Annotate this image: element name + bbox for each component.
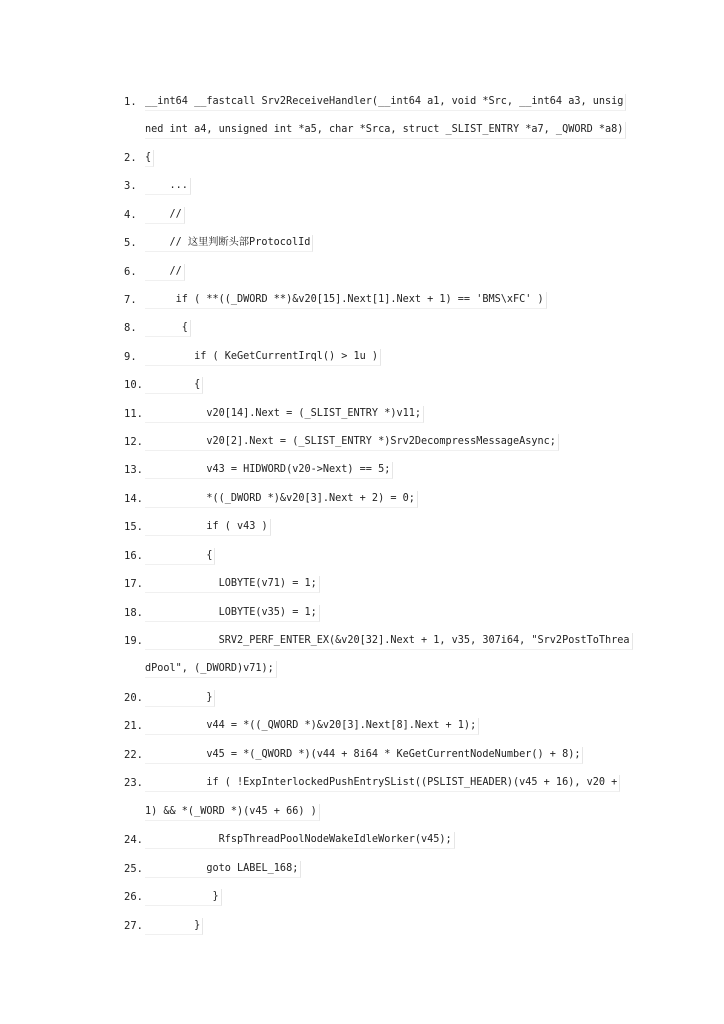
- line-number: 1.: [124, 96, 137, 108]
- line-number: 25.: [124, 863, 143, 875]
- code-text: 1) && *(_WORD *)(v45 + 66) ): [145, 804, 320, 821]
- code-text: {: [145, 320, 191, 337]
- line-number: 2.: [124, 152, 137, 164]
- code-text: {: [145, 377, 203, 394]
- code-line: [0, 831, 724, 849]
- line-number: 4.: [124, 209, 137, 221]
- line-number: 23.: [124, 777, 143, 789]
- line-number: 21.: [124, 720, 143, 732]
- code-line: [0, 319, 724, 337]
- code-text: ...: [145, 178, 191, 195]
- code-text: //: [145, 207, 185, 224]
- line-number: 7.: [124, 294, 137, 306]
- code-text: if ( KeGetCurrentIrql() > 1u ): [145, 349, 381, 366]
- line-number: 19.: [124, 635, 143, 647]
- code-text: LOBYTE(v35) = 1;: [145, 605, 320, 622]
- code-line: [0, 263, 724, 281]
- code-line-continuation: [0, 803, 724, 821]
- line-number: 27.: [124, 920, 143, 932]
- code-text: if ( !ExpInterlockedPushEntrySList((PSLIST_HEADER)(v45 + 16), v20 +: [145, 775, 620, 792]
- code-line: [0, 234, 724, 252]
- code-text: }: [145, 918, 203, 935]
- code-text: ned int a4, unsigned int *a5, char *Srca, struct _SLIST_ENTRY *a7, _QWORD *a8): [145, 122, 626, 139]
- code-line: [0, 433, 724, 451]
- code-line: [0, 917, 724, 935]
- code-line-continuation: [0, 121, 724, 139]
- code-text: }: [145, 889, 222, 906]
- code-line: [0, 376, 724, 394]
- code-line: [0, 575, 724, 593]
- code-line: [0, 547, 724, 565]
- line-number: 11.: [124, 408, 143, 420]
- code-line: [0, 348, 724, 366]
- code-line: [0, 461, 724, 479]
- code-text: dPool", (_DWORD)v71);: [145, 661, 277, 678]
- line-number: 22.: [124, 749, 143, 761]
- code-text: v45 = *(_QWORD *)(v44 + 8i64 * KeGetCurrentNodeNumber() + 8);: [145, 747, 583, 764]
- line-number: 9.: [124, 351, 137, 363]
- code-line: [0, 717, 724, 735]
- code-line: [0, 291, 724, 309]
- line-number: 6.: [124, 266, 137, 278]
- line-number: 8.: [124, 322, 137, 334]
- code-text: LOBYTE(v71) = 1;: [145, 576, 320, 593]
- code-text: if ( v43 ): [145, 519, 271, 536]
- code-text: //: [145, 264, 185, 281]
- code-line: [0, 518, 724, 536]
- line-number: 16.: [124, 550, 143, 562]
- line-number: 15.: [124, 521, 143, 533]
- code-text: v20[14].Next = (_SLIST_ENTRY *)v11;: [145, 406, 424, 423]
- line-number: 10.: [124, 379, 143, 391]
- code-text: v43 = HIDWORD(v20->Next) == 5;: [145, 462, 393, 479]
- code-text: if ( **((_DWORD **)&v20[15].Next[1].Next + 1) == 'BMS\xFC' ): [145, 292, 547, 309]
- code-text: {: [145, 548, 215, 565]
- line-number: 14.: [124, 493, 143, 505]
- code-line: [0, 746, 724, 764]
- code-text: }: [145, 690, 215, 707]
- line-number: 26.: [124, 891, 143, 903]
- code-line: [0, 888, 724, 906]
- code-line: [0, 774, 724, 792]
- code-text: // 这里判断头部ProtocolId: [145, 235, 313, 252]
- code-text: v20[2].Next = (_SLIST_ENTRY *)Srv2DecompressMessageAsync;: [145, 434, 559, 451]
- code-text: SRV2_PERF_ENTER_EX(&v20[32].Next + 1, v35, 307i64, "Srv2PostToThrea: [145, 633, 633, 650]
- line-number: 5.: [124, 237, 137, 249]
- code-line: [0, 604, 724, 622]
- code-text: RfspThreadPoolNodeWakeIdleWorker(v45);: [145, 832, 455, 849]
- code-line: [0, 490, 724, 508]
- code-text: {: [145, 150, 154, 167]
- code-line: [0, 405, 724, 423]
- code-text: goto LABEL_168;: [145, 861, 301, 878]
- code-line: [0, 632, 724, 650]
- line-number: 20.: [124, 692, 143, 704]
- code-text: __int64 __fastcall Srv2ReceiveHandler(__int64 a1, void *Src, __int64 a3, unsig: [145, 94, 626, 111]
- line-number: 24.: [124, 834, 143, 846]
- line-number: 12.: [124, 436, 143, 448]
- code-line: [0, 93, 724, 111]
- line-number: 3.: [124, 180, 137, 192]
- code-text: v44 = *((_QWORD *)&v20[3].Next[8].Next + 1);: [145, 718, 479, 735]
- code-line: [0, 177, 724, 195]
- code-line: [0, 149, 724, 167]
- line-number: 18.: [124, 607, 143, 619]
- code-line: [0, 206, 724, 224]
- code-line: [0, 860, 724, 878]
- code-text: *((_DWORD *)&v20[3].Next + 2) = 0;: [145, 491, 418, 508]
- line-number: 17.: [124, 578, 143, 590]
- code-line: [0, 689, 724, 707]
- code-line-continuation: [0, 660, 724, 678]
- line-number: 13.: [124, 464, 143, 476]
